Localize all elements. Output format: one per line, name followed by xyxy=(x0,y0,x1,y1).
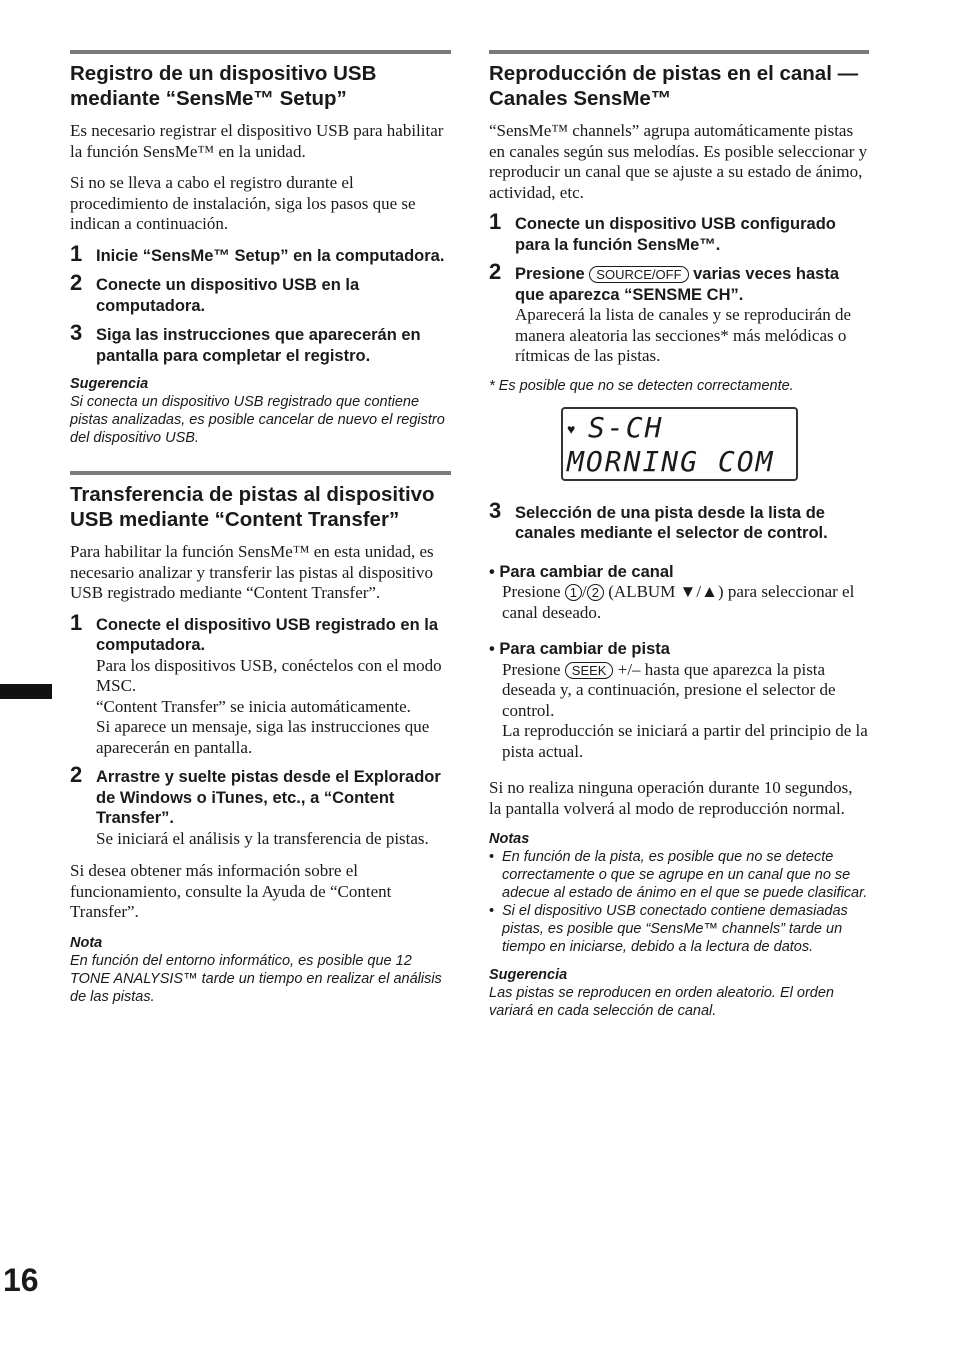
section-title-transferencia: Transferencia de pistas al dispositivo USB mediante “Content Transfer” xyxy=(70,483,435,531)
step-detail: Se iniciará el análisis y la transferencia de pistas. xyxy=(96,828,429,848)
bullet-body xyxy=(489,660,869,763)
bullet-pre: Presione xyxy=(502,659,561,679)
bullet-post: (ALBUM ▼/▲) para seleccionar el canal deseado. xyxy=(502,582,855,622)
step-number: 2 xyxy=(70,270,83,295)
seek-button-glyph: SEEK xyxy=(565,662,614,679)
lcd-line-1: S-CH xyxy=(588,410,664,444)
step-text-post: varias veces hasta que aparezca “SENSME CH”. xyxy=(515,265,839,304)
step-number: 3 xyxy=(70,320,83,345)
footnote-text: Es posible que no se detecten correctamente. xyxy=(498,377,794,394)
left-column xyxy=(70,50,451,1016)
button-2-glyph: 2 xyxy=(587,584,604,601)
step-number: 3 xyxy=(489,497,502,523)
tip-text: Las pistas se reproducen en orden aleatorio. El orden variará en cada selección de canal. xyxy=(489,985,834,1019)
note-text: Si el dispositivo USB conectado contiene demasiadas pistas, es posible que “SensMe™ channels” tarde un tiempo en iniciarse, debido a la lectura de datos. xyxy=(502,903,848,955)
step-2 xyxy=(70,270,451,316)
tip-title: Sugerencia xyxy=(489,967,568,983)
section-rule xyxy=(70,50,451,54)
bullet-line-2: La reproducción se iniciará a partir del principio de la pista actual. xyxy=(502,721,868,761)
step-number: 2 xyxy=(489,259,502,284)
step-2 xyxy=(489,259,869,367)
notes-title: Notas xyxy=(489,831,530,847)
step-number: 1 xyxy=(489,209,502,234)
step-text: Conecte un dispositivo USB en la computadora. xyxy=(96,276,360,315)
paragraph: Si desea obtener más información sobre el funcionamiento, consulte la Ayuda de “Content Transfer”. xyxy=(70,861,392,921)
button-1-glyph: 1 xyxy=(565,584,582,601)
lcd-display xyxy=(561,407,798,481)
bullet-pre: Presione xyxy=(502,582,561,601)
section-rule xyxy=(70,471,451,475)
step-text: Conecte un dispositivo USB configurado para la función SensMe™. xyxy=(515,215,836,254)
lcd-line-2: MORNING COM xyxy=(567,444,775,478)
step-text: Siga las instrucciones que aparecerán en pantalla para completar el registro. xyxy=(96,326,421,365)
heart-icon: ♥ xyxy=(567,422,576,438)
step-text-pre: Presione xyxy=(515,265,585,283)
paragraph: “SensMe™ channels” agrupa automáticamente pistas en canales según sus melodías. Es posible seleccionar y reproducir un canal que se ajuste a su estado de ánimo, actividad, etc. xyxy=(489,121,868,202)
tip-title: Sugerencia xyxy=(70,376,149,392)
section-tab-marker xyxy=(0,684,52,699)
footnote xyxy=(489,377,869,395)
step-text xyxy=(515,264,869,305)
step-3 xyxy=(70,320,451,366)
step-number: 1 xyxy=(70,240,83,266)
step-detail: Aparecerá la lista de canales y se reproducirán de manera aleatoria las secciones* más melódicas o rítmicas de las pistas. xyxy=(515,305,852,365)
paragraph: Para habilitar la función SensMe™ en esta unidad, es necesario analizar y transferir las pistas al dispositivo USB registrado mediante “Content Transfer”. xyxy=(70,542,434,602)
bullet-dot: • xyxy=(489,849,495,865)
step-text: Conecte el dispositivo USB registrado en la computadora. xyxy=(96,615,438,654)
source-off-button-glyph: SOURCE/OFF xyxy=(589,266,688,283)
step-text: Inicie “SensMe™ Setup” en la computadora. xyxy=(96,246,445,265)
note-item xyxy=(489,848,869,902)
section-title-registro: Registro de un dispositivo USB mediante “SensMe™ Setup” xyxy=(70,62,377,110)
step-1 xyxy=(70,609,451,759)
step-2 xyxy=(70,762,451,849)
step-number: 2 xyxy=(70,762,83,787)
note-text: En función de la pista, es posible que no se detecte correctamente o que se agrupe en un canal que no se adecue al estado de ánimo en el que se puede clasificar. xyxy=(502,849,868,901)
page-number: 16 xyxy=(3,1262,39,1298)
bullet-heading: • Para cambiar de pista xyxy=(489,640,670,658)
footnote-mark: * xyxy=(489,377,495,394)
separator: / xyxy=(582,582,587,601)
step-1 xyxy=(489,209,869,255)
bullet-post: +/– hasta que aparezca la pista deseada y, a continuación, presione el selector de control. xyxy=(502,659,836,720)
step-number: 1 xyxy=(70,609,83,635)
note-title: Nota xyxy=(70,934,103,951)
note-item xyxy=(489,902,869,956)
step-1 xyxy=(70,240,451,267)
tip-text: Si conecta un dispositivo USB registrado que contiene pistas analizadas, es posible cancelar de nuevo el registro del dispositivo USB. xyxy=(70,394,445,446)
bullet-dot: • xyxy=(489,903,495,919)
paragraph: Si no se lleva a cabo el registro durante el procedimiento de instalación, siga los pasos que se indican a continuación. xyxy=(70,173,416,233)
step-text: Selección de una pista desde la lista de canales mediante el selector de control. xyxy=(515,503,828,542)
paragraph: Es necesario registrar el dispositivo USB para habilitar la función SensMe™ en la unidad. xyxy=(70,121,444,161)
step-detail: Para los dispositivos USB, conéctelos con el modo MSC. “Content Transfer” se inicia automáticamente. Si aparece un mensaje, siga las instrucciones que aparecerán en pantalla. xyxy=(96,655,442,757)
section-rule xyxy=(489,50,869,54)
note-text: En función del entorno informático, es posible que 12 TONE ANALYSIS™ tarde un tiempo en realizar el análisis de las pistas. xyxy=(70,952,442,1005)
bullet-heading: • Para cambiar de canal xyxy=(489,562,674,581)
paragraph: Si no realiza ninguna operación durante 10 segundos, la pantalla volverá al modo de reproducción normal. xyxy=(489,778,853,818)
bullet-body xyxy=(489,582,869,623)
step-3 xyxy=(489,497,869,544)
right-column xyxy=(489,50,869,1030)
step-text: Arrastre y suelte pistas desde el Explorador de Windows o iTunes, etc., a “Content Transfer”. xyxy=(96,768,441,827)
section-title-reproduccion: Reproducción de pistas en el canal — Canales SensMe™ xyxy=(489,62,859,110)
